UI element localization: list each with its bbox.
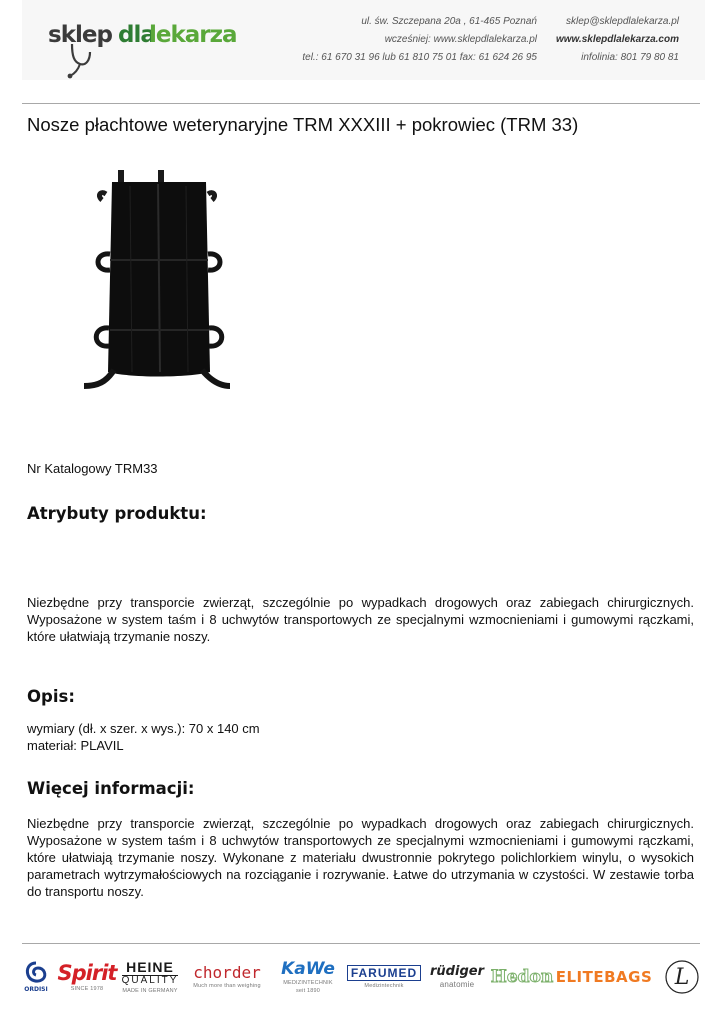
contact-website[interactable]: www.sklepdlalekarza.com	[555, 34, 679, 45]
brand-tagline-spirit: SINCE 1978	[70, 985, 104, 992]
brand-name-farumed: FARUMED	[347, 965, 421, 981]
brand-name-signature: L	[674, 965, 690, 990]
store-logo[interactable]	[48, 20, 248, 70]
brand-tagline-chorder: Much more than weighing	[193, 983, 261, 989]
logo-word-sklep: sklep	[48, 22, 112, 48]
brand-name-elitebags: ELITEBAGS	[555, 967, 653, 986]
catalog-number: Nr Katalogowy TRM33	[27, 461, 158, 476]
brand-logo-ordisi	[22, 950, 50, 1004]
brand-logo-signature	[662, 950, 702, 1004]
brand-logo-spirit	[56, 950, 118, 1004]
header-divider	[22, 103, 700, 104]
description-material: materiał: PLAVIL	[27, 738, 124, 753]
stretcher-illustration	[84, 170, 230, 386]
contact-online-block	[556, 13, 679, 67]
more-info-heading: Więcej informacji:	[27, 779, 195, 798]
contact-address: ul. św. Szczepana 20a , 61-465 Poznań	[361, 16, 537, 27]
header	[22, 0, 705, 80]
stethoscope-icon	[68, 30, 98, 78]
contact-email[interactable]: sklep@sklepdlalekarza.pl	[566, 16, 679, 27]
description-dimensions: wymiary (dł. x szer. x wys.): 70 x 140 cm	[27, 721, 260, 736]
brand-logo-elitebags	[554, 950, 654, 1004]
contact-hotline: infolinia: 801 79 80 81	[581, 52, 679, 63]
logo-word-dla: dla	[118, 22, 155, 48]
brand-logo-kawe	[280, 950, 336, 1004]
brand-logo-heine	[122, 950, 178, 1004]
brand-tagline-2-kawe: seit 1890	[295, 987, 321, 994]
contact-phone-fax: tel.: 61 670 31 96 lub 61 810 75 01 fax: 61 624 26 95	[302, 52, 537, 63]
brand-tagline-kawe: MEDIZINTECHNIK	[283, 979, 333, 986]
brand-subname-heine: QUALITY	[121, 975, 179, 986]
brand-logo-row	[22, 950, 705, 1010]
logo-word-lekarza: lekarza	[149, 22, 237, 48]
ordisi-swirl-icon	[24, 961, 48, 985]
brand-tagline-farumed: Medizintechnik	[364, 983, 404, 989]
brand-name-hedon: Hedon	[490, 966, 554, 987]
contact-address-block	[302, 13, 537, 67]
brand-tagline-rudiger: anatomie	[439, 980, 475, 989]
brand-name-chorder: chorder	[193, 963, 261, 982]
signature-circle-icon	[664, 959, 700, 995]
brand-name-ordisi: ORDISI	[24, 986, 48, 993]
brand-name-kawe: KaWe	[281, 958, 335, 979]
contact-old-website[interactable]: wcześniej: www.sklepdlalekarza.pl	[384, 34, 537, 45]
page-title: Nosze płachtowe weterynaryjne TRM XXXIII + pokrowiec (TRM 33)	[27, 114, 579, 135]
brand-tagline-heine: MADE IN GERMANY	[122, 988, 178, 994]
brand-name-heine: HEINE	[126, 959, 174, 975]
footer-divider	[22, 943, 700, 944]
attributes-heading: Atrybuty produktu:	[27, 504, 207, 523]
brand-logo-rudiger	[432, 950, 482, 1004]
brand-name-rudiger: rüdiger	[430, 964, 484, 979]
brand-logo-farumed	[344, 950, 424, 1004]
brand-logo-chorder	[182, 950, 272, 1004]
brand-logo-hedon	[490, 950, 554, 1004]
product-image	[70, 160, 250, 400]
description-heading: Opis:	[27, 687, 75, 706]
more-info-paragraph: Niezbędne przy transporcie zwierząt, szczególnie po wypadkach drogowych oraz zabiegach chirurgicznych. Wyposażone w system taśm i 8 uchwytów transportowych ze specjalnymi wzmocnieniami i gumowymi rączkami, które ułatwiają trzymanie noszy. Wykonane z materiału dwustronnie pokrytego polichlorkiem winylu, o wysokich parametrach wytrzymałościowych na rozciąganie i rozrywanie. Łatwe do utrzymania w czystości. W zestawie torba do transportu noszy.	[27, 816, 694, 899]
brand-name-spirit: Spirit	[57, 960, 117, 985]
attributes-paragraph: Niezbędne przy transporcie zwierząt, szczególnie po wypadkach drogowych oraz zabiegach chirurgicznych. Wyposażone w system taśm i 8 uchwytów transportowych ze specjalnymi wzmocnieniami i gumowymi rączkami, które ułatwiają trzymanie noszy.	[27, 595, 694, 644]
